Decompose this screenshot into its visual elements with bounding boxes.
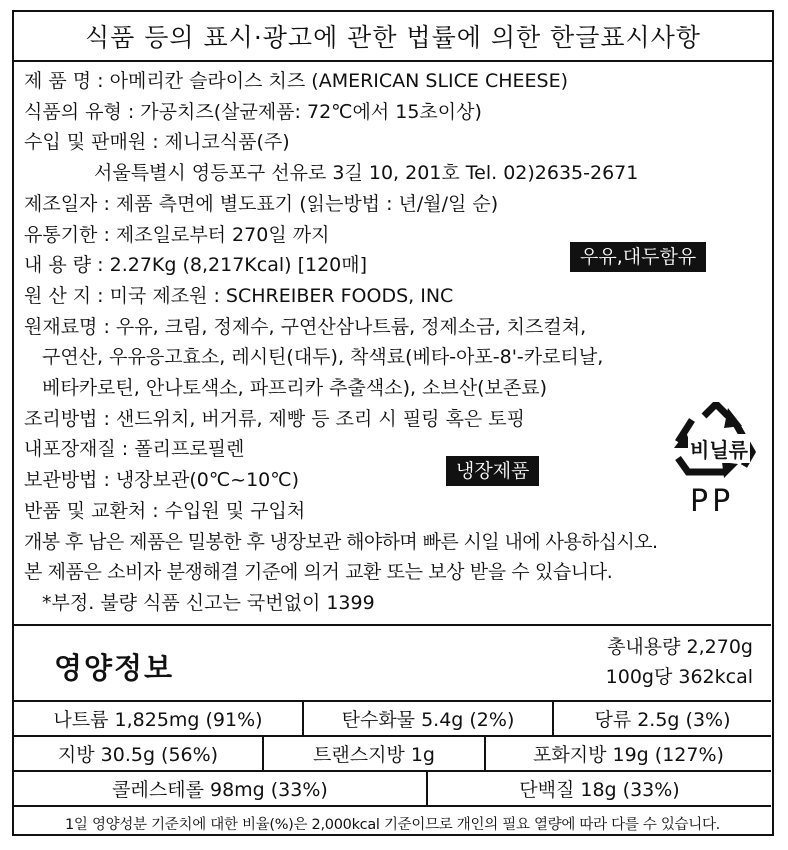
nutrition-total: 총내용량 2,270g — [607, 636, 753, 658]
nutrient-trans-fat: 트랜스지방 1g — [264, 737, 486, 770]
nutrient-cholesterol: 콜레스테롤 98mg (33%) — [14, 772, 428, 805]
origin: 원 산 지 : 미국 제조원 : SCHREIBER FOODS, INC — [24, 284, 454, 307]
address: 서울특별시 영등포구 선유로 3길 10, 201호 Tel. 02)2635-2671 — [94, 162, 639, 185]
importer: 수입 및 판매원 : 제니코식품(주) — [24, 131, 290, 154]
cooking-method: 조리방법 : 샌드위치, 버거류, 제빵 등 조리 시 필링 혹은 토핑 — [24, 407, 526, 430]
nutrition-header — [14, 626, 771, 702]
allergen-badge: 우유,대두함유 — [570, 242, 706, 272]
storage-method: 보관방법 : 냉장보관(0℃~10℃) — [24, 469, 299, 492]
nutrition-per-100g: 100g당 362kcal — [605, 666, 753, 688]
ingredients-line-1: 원재료명 : 우유, 크림, 정제수, 구연산삼나트륨, 정제소금, 치즈컬쳐, — [24, 315, 587, 338]
recycle-mark — [666, 402, 766, 522]
nutrition-summary — [606, 632, 753, 692]
notice-line-3: *부정. 불량 식품 신고는 국번없이 1399 — [42, 591, 375, 614]
content-amount: 내 용 량 : 2.27Kg (8,217Kcal) [120매] — [24, 254, 368, 277]
nutrient-sodium: 나트륨 1,825mg (91%) — [14, 702, 304, 735]
nutrition-table — [14, 624, 771, 843]
expiry: 유통기한 : 제조일로부터 270일 까지 — [24, 223, 330, 246]
product-name: 제 품 명 : 아메리칸 슬라이스 치즈 (AMERICAN SLICE CHEESE) — [24, 70, 569, 92]
nutrient-saturated-fat: 포화지방 19g (127%) — [533, 744, 724, 766]
label-title: 식품 등의 표시·광고에 관한 법률에 의한 한글표시사항 — [14, 12, 772, 62]
returns: 반품 및 교환처 : 수입원 및 구입처 — [24, 499, 306, 522]
mfg-date: 제조일자 : 제품 측면에 별도표기 (읽는방법 : 년/월/일 순) — [24, 192, 499, 215]
recycle-code: PP — [690, 484, 735, 519]
nutrition-row — [14, 702, 771, 737]
nutrient-sugar: 당류 2.5g (3%) — [594, 709, 731, 731]
ingredients-line-3: 베타카로틴, 안나토색소, 파프리카 추출색소), 소브산(보존료) — [42, 377, 548, 400]
nutrient-fat: 지방 30.5g (56%) — [14, 737, 264, 770]
ingredients-line-2: 구연산, 우유응고효소, 레시틴(대두), 착색료(베타-아포-8'-카로티날, — [42, 346, 604, 369]
nutrition-footnote: 1일 영양성분 기준치에 대한 비율(%)은 2,000kcal 기준이므로 개인의 필요 열량에 따라 다를 수 있습니다. — [65, 817, 720, 833]
notice-line-1: 개봉 후 남은 제품은 밀봉한 후 냉장보관 해야하며 빠른 시일 내에 사용하십시오. — [24, 530, 658, 553]
nutrition-row — [14, 737, 771, 772]
recycle-material: 비닐류 — [688, 434, 750, 463]
nutrient-protein: 단백질 18g (33%) — [519, 779, 680, 801]
refrigerated-badge: 냉장제품 — [446, 456, 539, 486]
nutrition-title: 영양정보 — [54, 651, 175, 685]
food-type: 식품의 유형 : 가공치즈(살균제품: 72℃에서 15초이상) — [24, 100, 482, 123]
nutrient-carbs: 탄수화물 5.4g (2%) — [304, 702, 554, 735]
packaging-material: 내포장재질 : 폴리프로필렌 — [24, 438, 245, 461]
nutrition-row — [14, 772, 771, 807]
notice-line-2: 본 제품은 소비자 분쟁해결 기준에 의거 교환 또는 보상 받을 수 있습니다. — [24, 561, 613, 584]
info-section — [14, 62, 772, 619]
food-label — [12, 10, 774, 836]
